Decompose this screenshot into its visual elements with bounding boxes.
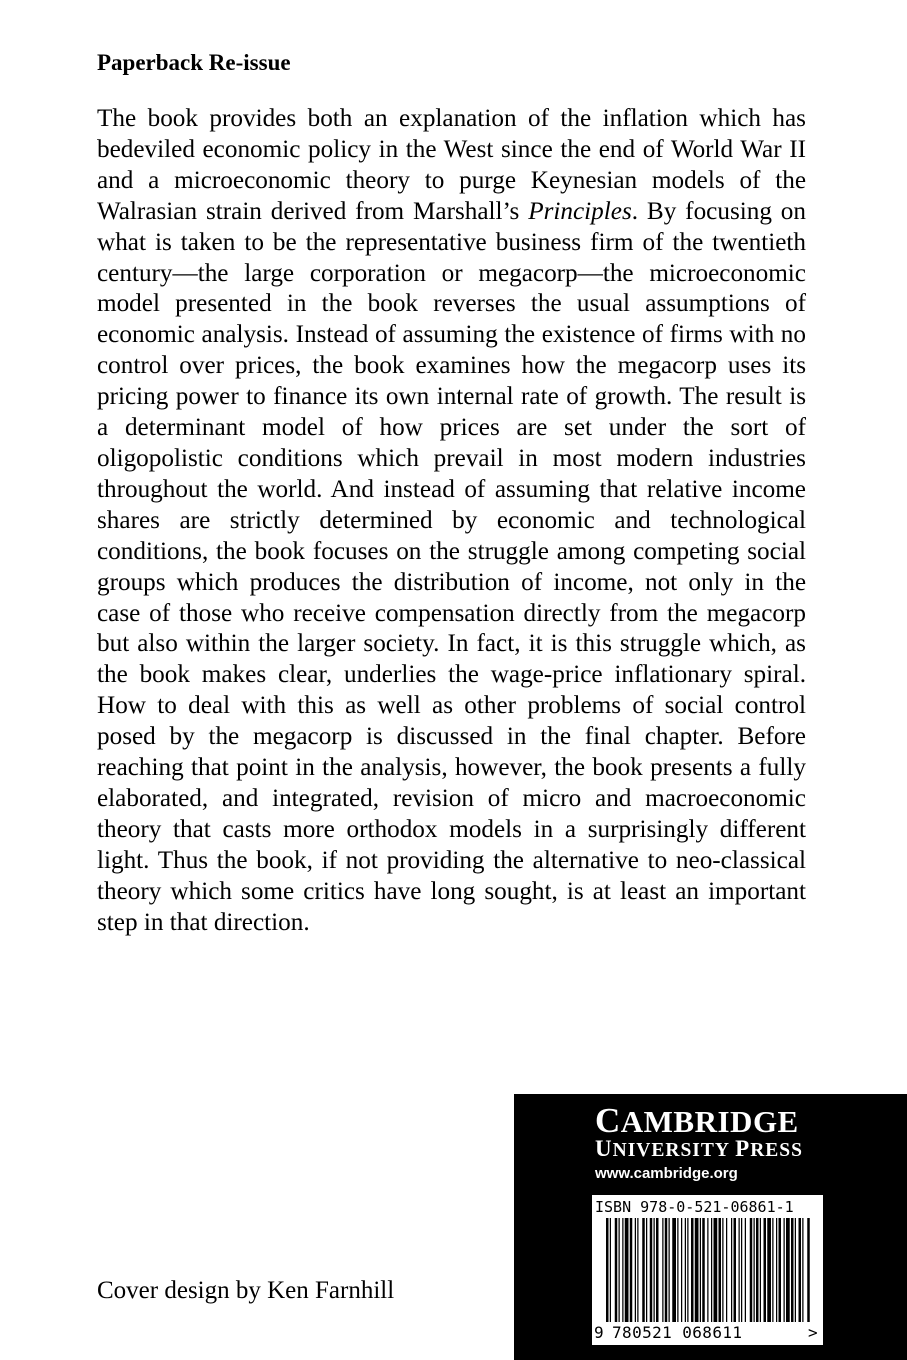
barcode-bar [702, 1218, 705, 1322]
barcode-bar [739, 1218, 740, 1322]
principles-italic: Principles [528, 197, 632, 225]
book-description-part-1: The book provides both an explanation of the inflation which has bedeviled economic policy in the West since the end of World War II and a microeconomic theory to purge Keynesian models of the Walrasian strain derived from Marshall’s [97, 105, 806, 225]
barcode-bar [695, 1218, 699, 1322]
barcode-bar [799, 1218, 802, 1322]
barcode-bar [691, 1218, 694, 1322]
barcode-bar [622, 1218, 623, 1322]
publisher-panel [514, 1094, 907, 1360]
barcode-bar [669, 1218, 670, 1322]
subtitle-initial-u: U [595, 1136, 613, 1161]
publisher-url[interactable]: www.cambridge.org [595, 1165, 738, 1182]
publisher-name-initial: C [595, 1101, 621, 1140]
barcode-bar [642, 1218, 645, 1322]
barcode-bar [615, 1218, 618, 1322]
barcode-bar [750, 1218, 753, 1322]
barcode-bar [714, 1218, 718, 1322]
barcode-bar [700, 1218, 701, 1322]
barcode-bar [650, 1218, 653, 1322]
barcode-bar [722, 1218, 723, 1322]
barcode-bar [610, 1218, 611, 1322]
book-description-part-2: . By focusing on what is taken to be the representative business firm of the twentieth century—the large corporation or megacorp—the microeconomic model presented in the book reverses the usual assumptions of economic analysis. Instead of assuming the existence of firms with no control over prices, the book examines how the megacorp uses its pricing power to finance its own internal rate of growth. The result is a determinant model of how prices are set under the sort of oligopolistic conditions which prevail in most modern industries throughout the world. And instead of assuming that relative income shares are strictly determined by economic and technological conditions, the book focuses on the struggle among competing social groups which produces the distribution of income, not only in the case of those who receive compensation directly from the megacorp but also within the larger society. In fact, it is this struggle which, as the book makes clear, underlies the wage-price inflationary spiral. How to deal with this as well as other problems of social control posed by the megacorp is discussed in the final chapter. Before reaching that point in the analysis, however, the book presents a fully elaborated, and integrated, revision of micro and macroeconomic theory that casts more orthodox models in a surprisingly different light. Thus the book, if not providing the alternative to neo-classical theory which some critics have long sought, is at least an important step in that direction. [97, 197, 806, 936]
subtitle-university: NIVERSITY [612, 1140, 730, 1161]
barcode-bar [681, 1218, 682, 1322]
barcode-arrow: > [808, 1323, 818, 1342]
barcode-bar [745, 1218, 746, 1322]
barcode-bar [646, 1218, 647, 1322]
barcode-bar [786, 1218, 790, 1322]
barcode-bar [687, 1218, 688, 1322]
barcode-bar [772, 1218, 773, 1322]
barcode-bar [802, 1218, 803, 1322]
book-description [97, 104, 806, 938]
barcode-bar [625, 1218, 629, 1322]
barcode-bars [592, 1218, 823, 1326]
subtitle-press: RESS [750, 1140, 803, 1161]
barcode-bar [606, 1218, 609, 1322]
barcode-bar [754, 1218, 755, 1322]
barcode-bar [807, 1218, 810, 1322]
barcode-bar [665, 1218, 668, 1322]
publisher-name [595, 1101, 799, 1140]
barcode-bar [685, 1218, 686, 1322]
barcode-bar [630, 1218, 633, 1322]
cover-design-credit: Cover design by Ken Farnhill [97, 1277, 395, 1304]
barcode-bar [619, 1218, 620, 1322]
barcode-bar [719, 1218, 722, 1322]
publisher-name-rest: AMBRIDGE [620, 1104, 799, 1139]
barcode-bar [726, 1218, 727, 1322]
paperback-reissue-heading: Paperback Re-issue [97, 50, 291, 75]
publisher-subtitle [595, 1138, 803, 1162]
barcode-bar [731, 1218, 732, 1322]
isbn-label: ISBN 978-0-521-06861-1 [595, 1198, 794, 1216]
barcode-bar [784, 1218, 785, 1322]
barcode-main-digits: 780521 068611 [612, 1323, 743, 1342]
barcode-bar [635, 1218, 636, 1322]
barcode-bar [711, 1218, 712, 1322]
barcode-bar [662, 1218, 663, 1322]
barcode-bar [776, 1218, 777, 1322]
isbn-barcode [592, 1195, 823, 1345]
barcode-bar [637, 1218, 638, 1322]
barcode-bar [741, 1218, 742, 1322]
barcode-bar [779, 1218, 782, 1322]
barcode-bar [756, 1218, 759, 1322]
barcode-bar [707, 1218, 708, 1322]
subtitle-initial-p: P [735, 1136, 751, 1161]
barcode-lead-digit: 9 [594, 1323, 604, 1342]
barcode-bar [791, 1218, 794, 1322]
barcode-bar [734, 1218, 737, 1322]
barcode-bar [656, 1218, 659, 1322]
barcode-bar [654, 1218, 655, 1322]
barcode-bar [672, 1218, 676, 1322]
barcode-bar [677, 1218, 678, 1322]
barcode-bar [795, 1218, 796, 1322]
barcode-bar [767, 1218, 771, 1322]
barcode-bar [764, 1218, 767, 1322]
barcode-bar [760, 1218, 761, 1322]
